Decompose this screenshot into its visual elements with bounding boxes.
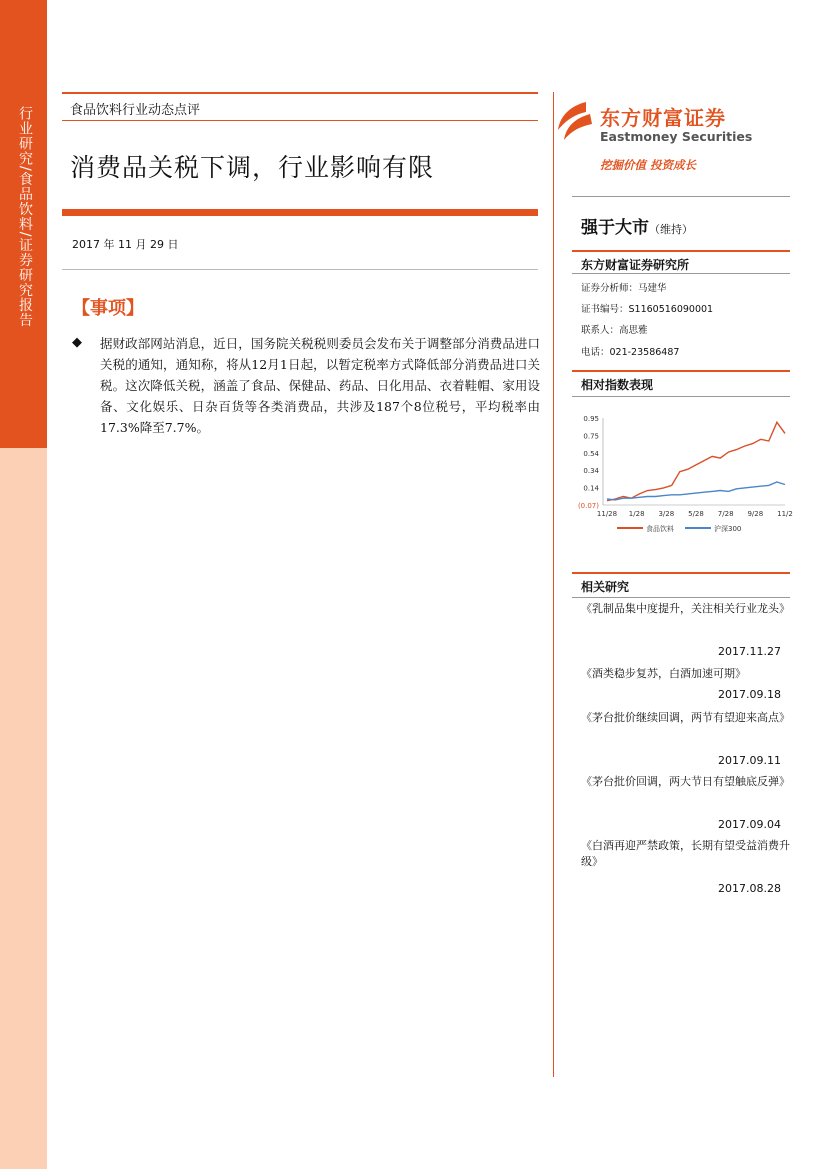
eastmoney-logo-icon xyxy=(556,100,596,144)
right-rule-3 xyxy=(572,273,790,274)
y-tick-label: 0.95 xyxy=(583,415,599,423)
date-rule xyxy=(62,269,538,270)
related-date-4: 2017.09.04 xyxy=(718,818,781,831)
related-date-1: 2017.11.27 xyxy=(718,645,781,658)
rating-note: （维持） xyxy=(649,223,693,236)
top-rule xyxy=(62,92,538,94)
contact: 联系人：高思雅 xyxy=(581,325,648,336)
related-title: 相关研究 xyxy=(581,580,630,594)
brand-name-cn: 东方财富证券 xyxy=(600,106,726,130)
related-date-5: 2017.08.28 xyxy=(718,882,781,895)
page-title: 消费品关税下调，行业影响有限 xyxy=(70,153,435,182)
x-tick-label: 3/28 xyxy=(658,510,675,518)
title-bar xyxy=(62,209,538,216)
phone: 电话：021-23586487 xyxy=(581,347,680,358)
x-tick-label: 9/28 xyxy=(747,510,764,518)
related-item-3[interactable]: 《茅台批价继续回调，两节有望迎来高点》 xyxy=(581,711,790,724)
sidebar-label: 行业研究/食品饮料/证券研究报告 xyxy=(17,106,33,328)
sidebar-light xyxy=(0,448,47,1169)
x-tick-label: 1/28 xyxy=(628,510,645,518)
y-tick-label: 0.14 xyxy=(583,484,599,493)
right-rule-2 xyxy=(572,250,790,252)
section-heading: 【事项】 xyxy=(72,298,144,319)
related-date-3: 2017.09.11 xyxy=(718,754,781,767)
column-divider xyxy=(553,92,554,1077)
cert-number: 证书编号：S1160516090001 xyxy=(581,304,714,315)
related-item-4[interactable]: 《茅台批价回调，两大节日有望触底反弹》 xyxy=(581,775,790,788)
related-item-5[interactable]: 《白酒再迎严禁政策，长期有望受益消费升级》 xyxy=(581,839,790,868)
right-rule-7 xyxy=(572,597,790,598)
right-rule-5 xyxy=(572,396,790,397)
chart-title: 相对指数表现 xyxy=(581,378,654,392)
related-item-2[interactable]: 《酒类稳步复苏，白酒加速可期》 xyxy=(581,667,746,680)
brand-name-en: Eastmoney Securities xyxy=(600,129,753,144)
brand-slogan: 挖掘价值 投资成长 xyxy=(600,158,697,172)
rating xyxy=(581,213,693,238)
y-tick-label: 0.54 xyxy=(583,449,599,458)
legend-label-2: 沪深300 xyxy=(714,525,742,533)
rating-label: 强于大市 xyxy=(581,218,649,238)
report-date: 2017 年 11 月 29 日 xyxy=(72,238,179,251)
series-line-1 xyxy=(607,422,785,500)
x-tick-label: 7/28 xyxy=(717,510,734,518)
y-tick-label: (0.07) xyxy=(577,502,599,510)
report-type: 食品饮料行业动态点评 xyxy=(70,103,201,118)
analyst: 证券分析师：马建华 xyxy=(581,283,667,294)
bullet-icon: ◆ xyxy=(72,335,82,350)
legend-label-1: 食品饮料 xyxy=(646,525,674,533)
x-tick-label: 11/28 xyxy=(596,510,618,518)
institute-name: 东方财富证券研究所 xyxy=(581,258,690,272)
y-tick-label: 0.34 xyxy=(583,467,599,476)
x-tick-label: 5/28 xyxy=(688,510,704,518)
right-rule-6 xyxy=(572,572,790,574)
right-rule-4 xyxy=(572,370,790,372)
related-item-1[interactable]: 《乳制品集中度提升，关注相关行业龙头》 xyxy=(581,602,790,615)
body-paragraph: 据财政部网站消息，近日，国务院关税税则委员会发布关于调整部分消费品进口关税的通知，通知称，将从12月1日起，以暂定税率方式降低部分消费品进口关税。这次降低关税，涵盖了食品、保健品、药品、日化用品、衣着鞋帽、家用设备、文化娱乐、日杂百货等各类消费品，共涉及187个8位税号，平均税率由17.3%降至7.7%。 xyxy=(100,336,540,435)
x-tick-label: 11/2 xyxy=(777,510,793,518)
y-tick-label: 0.75 xyxy=(583,432,599,441)
related-date-2: 2017.09.18 xyxy=(718,688,781,701)
right-rule-1 xyxy=(572,196,790,197)
rule-2 xyxy=(62,120,538,121)
relative-index-chart xyxy=(577,408,793,538)
